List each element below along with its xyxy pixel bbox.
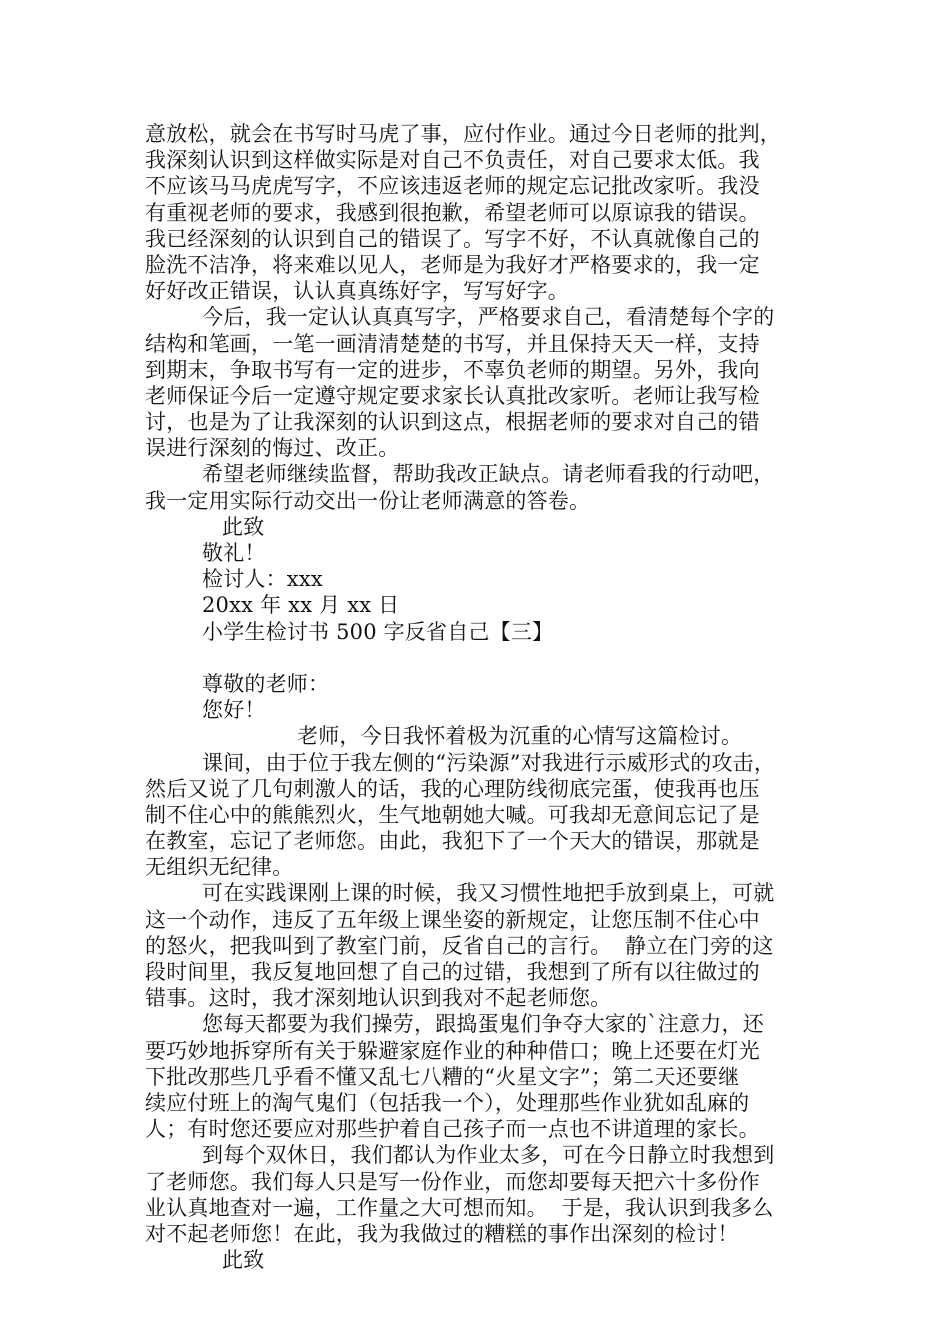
- section-heading: 小学生检讨书 500 字反省自己【三】: [202, 619, 554, 644]
- text-line: 讨，也是为了让我深刻的认识到这点，根据老师的要求对自己的错: [145, 410, 760, 435]
- text-line: 到期末，争取书写有一定的进步，不辜负老师的期望。另外，我向: [145, 357, 760, 382]
- text-line: 有重视老师的要求，我感到很抱歉，希望老师可以原谅我的错误。: [145, 200, 760, 225]
- text-line: 无组织无纪律。: [145, 855, 294, 880]
- text-line: 业认真地查对一遍，工作量之大可想而知。 于是，我认识到我多么: [145, 1195, 774, 1220]
- paragraph-start-line: 今后，我一定认认真真写字，严格要求自己，看清楚每个字的: [202, 305, 775, 330]
- text-line: 错事。这时，我才深刻地认识到我对不起老师您。: [145, 986, 612, 1011]
- text-line: 老师保证今后一定遵守规定要求家长认真批改家听。老师让我写检: [145, 383, 760, 408]
- text-line: 人；有时您还要应对那些护着自己孩子而一点也不讲道理的家长。: [145, 1117, 760, 1142]
- paragraph-start-line: 希望老师继续监督，帮助我改正缺点。请老师看我的行动吧，: [202, 462, 775, 487]
- text-line: 我深刻认识到这样做实际是对自己不负责任，对自己要求太低。我: [145, 148, 760, 173]
- text-line: 误进行深刻的悔过、改正。: [145, 436, 400, 461]
- text-line: 对不起老师您！在此，我为我做过的糟糕的事作出深刻的检讨！: [145, 1221, 739, 1246]
- date-line: 20xx 年 xx 月 xx 日: [202, 593, 400, 618]
- text-line: 不应该马马虎虎写字，不应该违返老师的规定忘记批改家听。我没: [145, 174, 760, 199]
- text-line: 我已经深刻的认识到自己的错误了。写字不好，不认真就像自己的: [145, 226, 760, 251]
- text-line: 了老师您。我们每人只是写一份作业，而您却要每天把六十多份作: [145, 1169, 760, 1194]
- paragraph-start-line: 老师，今日我怀着极为沉重的心情写这篇检讨。: [297, 724, 743, 749]
- greeting-line: 尊敬的老师：: [202, 671, 330, 696]
- closing-salutation: 此致: [222, 1248, 265, 1273]
- text-line: 结构和笔画，一笔一画清清楚楚的书写，并且保持天天一样，支持: [145, 331, 760, 356]
- blank-line: [145, 645, 811, 671]
- text-line: 意放松，就会在书写时马虎了事，应付作业。通过今日老师的批判，: [145, 122, 781, 146]
- paragraph-start-line: 课间，由于位于我左侧的“污染源”对我进行示威形式的攻击，: [202, 750, 776, 775]
- text-line: 我一定用实际行动交出一份让老师满意的答卷。: [145, 488, 591, 513]
- closing-salutation: 此致: [222, 514, 265, 539]
- text-line: 在教室，忘记了老师您。由此，我犯下了一个天大的错误，那就是: [145, 829, 760, 854]
- text-line: 制不住心中的熊熊烈火，生气地朝她大喊。可我却无意间忘记了是: [145, 802, 760, 827]
- paragraph-start-line: 到每个双休日，我们都认为作业太多，可在今日静立时我想到: [202, 1143, 775, 1168]
- closing-regards: 敬礼！: [202, 541, 266, 565]
- paragraph-start-line: 可在实践课刚上课的时候，我又习惯性地把手放到桌上，可就: [202, 881, 775, 906]
- text-line: 脸洗不洁净，将来难以见人，老师是为我好才严格要求的，我一定: [145, 252, 760, 277]
- signature-line: 检讨人：xxx: [202, 567, 323, 592]
- text-line: 然后又说了几句刺激人的话，我的心理防线彻底完蛋，使我再也压: [145, 776, 760, 801]
- text-line: 的怒火，把我叫到了教室门前，反省自己的言行。 静立在门旁的这: [145, 933, 774, 958]
- text-line: 好好改正错误，认认真真练好字，写写好字。: [145, 279, 569, 304]
- text-line: 段时间里，我反复地回想了自己的过错，我想到了所有以往做过的: [145, 960, 760, 984]
- document-body: [145, 121, 811, 1273]
- text-line: 要巧妙地拆穿所有关于躲避家庭作业的种种借口；晚上还要在灯光: [145, 1038, 760, 1063]
- paragraph-start-line: 您每天都要为我们操劳，跟捣蛋鬼们争夺大家的`注意力，还: [202, 1012, 764, 1037]
- text-line: 续应付班上的淘气鬼们（包括我一个），处理那些作业犹如乱麻的: [145, 1090, 750, 1115]
- hello-line: 您好！: [202, 698, 266, 723]
- text-line: 下批改那些几乎看不懂又乱七八糟的“火星文字”；第二天还要继: [145, 1064, 740, 1089]
- text-line: 这一个动作，违反了五年级上课坐姿的新规定，让您压制不住心中: [145, 907, 760, 932]
